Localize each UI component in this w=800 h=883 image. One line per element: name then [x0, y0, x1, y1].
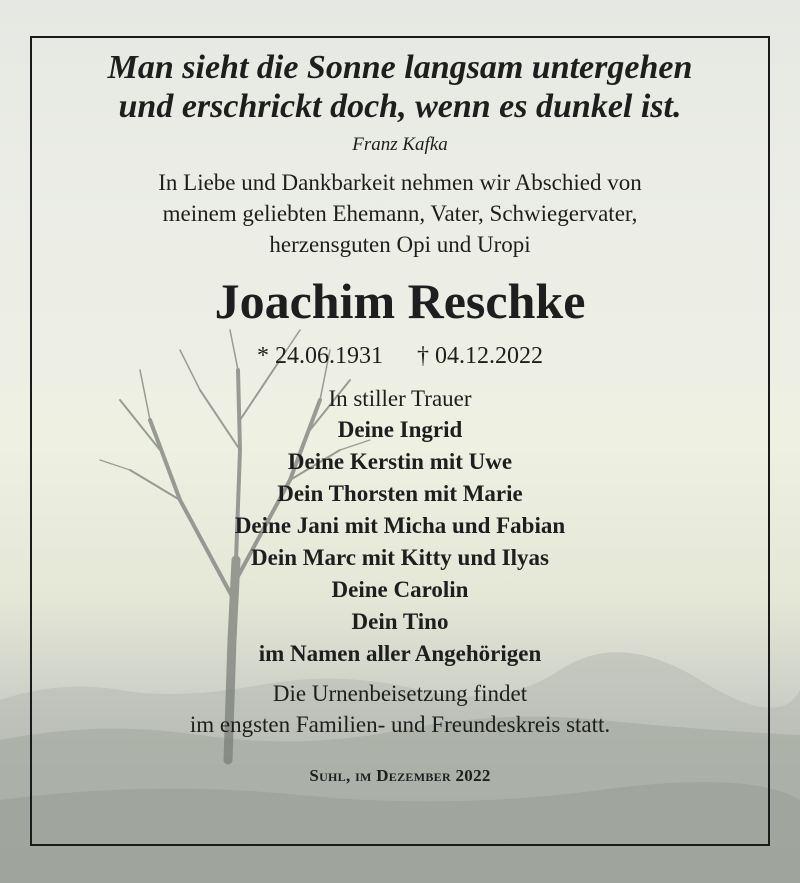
- place-date: Suhl, im Dezember 2022: [309, 766, 491, 785]
- family-member: Dein Marc mit Kitty und Ilyas: [251, 545, 549, 570]
- deceased-name: Joachim Reschke: [214, 273, 586, 329]
- closing-line: Die Urnenbeisetzung findet: [272, 681, 528, 706]
- closing-line: im engsten Familien- und Freundeskreis statt.: [189, 712, 611, 737]
- mourning-label: In stiller Trauer: [328, 386, 472, 411]
- quote-author: Franz Kafka: [352, 134, 448, 155]
- quote: [30, 48, 770, 126]
- family-member: Deine Jani mit Micha und Fabian: [234, 513, 566, 538]
- closing-text: [30, 678, 770, 740]
- quote-line: Man sieht die Sonne langsam untergehen: [107, 49, 693, 86]
- family-member: im Namen aller Angehörigen: [258, 641, 542, 666]
- death-date: † 04.12.2022: [417, 343, 543, 369]
- family-member: Dein Tino: [351, 609, 449, 634]
- intro-text: [30, 167, 770, 260]
- birth-date: * 24.06.1931: [257, 343, 383, 369]
- quote-line: und erschrickt doch, wenn es dunkel ist.: [118, 88, 682, 125]
- family-list: [30, 414, 770, 670]
- intro-line: In Liebe und Dankbarkeit nehmen wir Abschied von: [158, 170, 642, 195]
- obituary-notice: [30, 36, 770, 786]
- family-member: Deine Carolin: [331, 577, 469, 602]
- intro-line: meinem geliebten Ehemann, Vater, Schwiegervater,: [162, 201, 638, 226]
- family-member: Deine Kerstin mit Uwe: [287, 449, 513, 474]
- family-member: Deine Ingrid: [337, 417, 463, 442]
- intro-line: herzensguten Opi und Uropi: [269, 232, 531, 257]
- family-member: Dein Thorsten mit Marie: [277, 481, 523, 506]
- life-dates: [30, 343, 770, 370]
